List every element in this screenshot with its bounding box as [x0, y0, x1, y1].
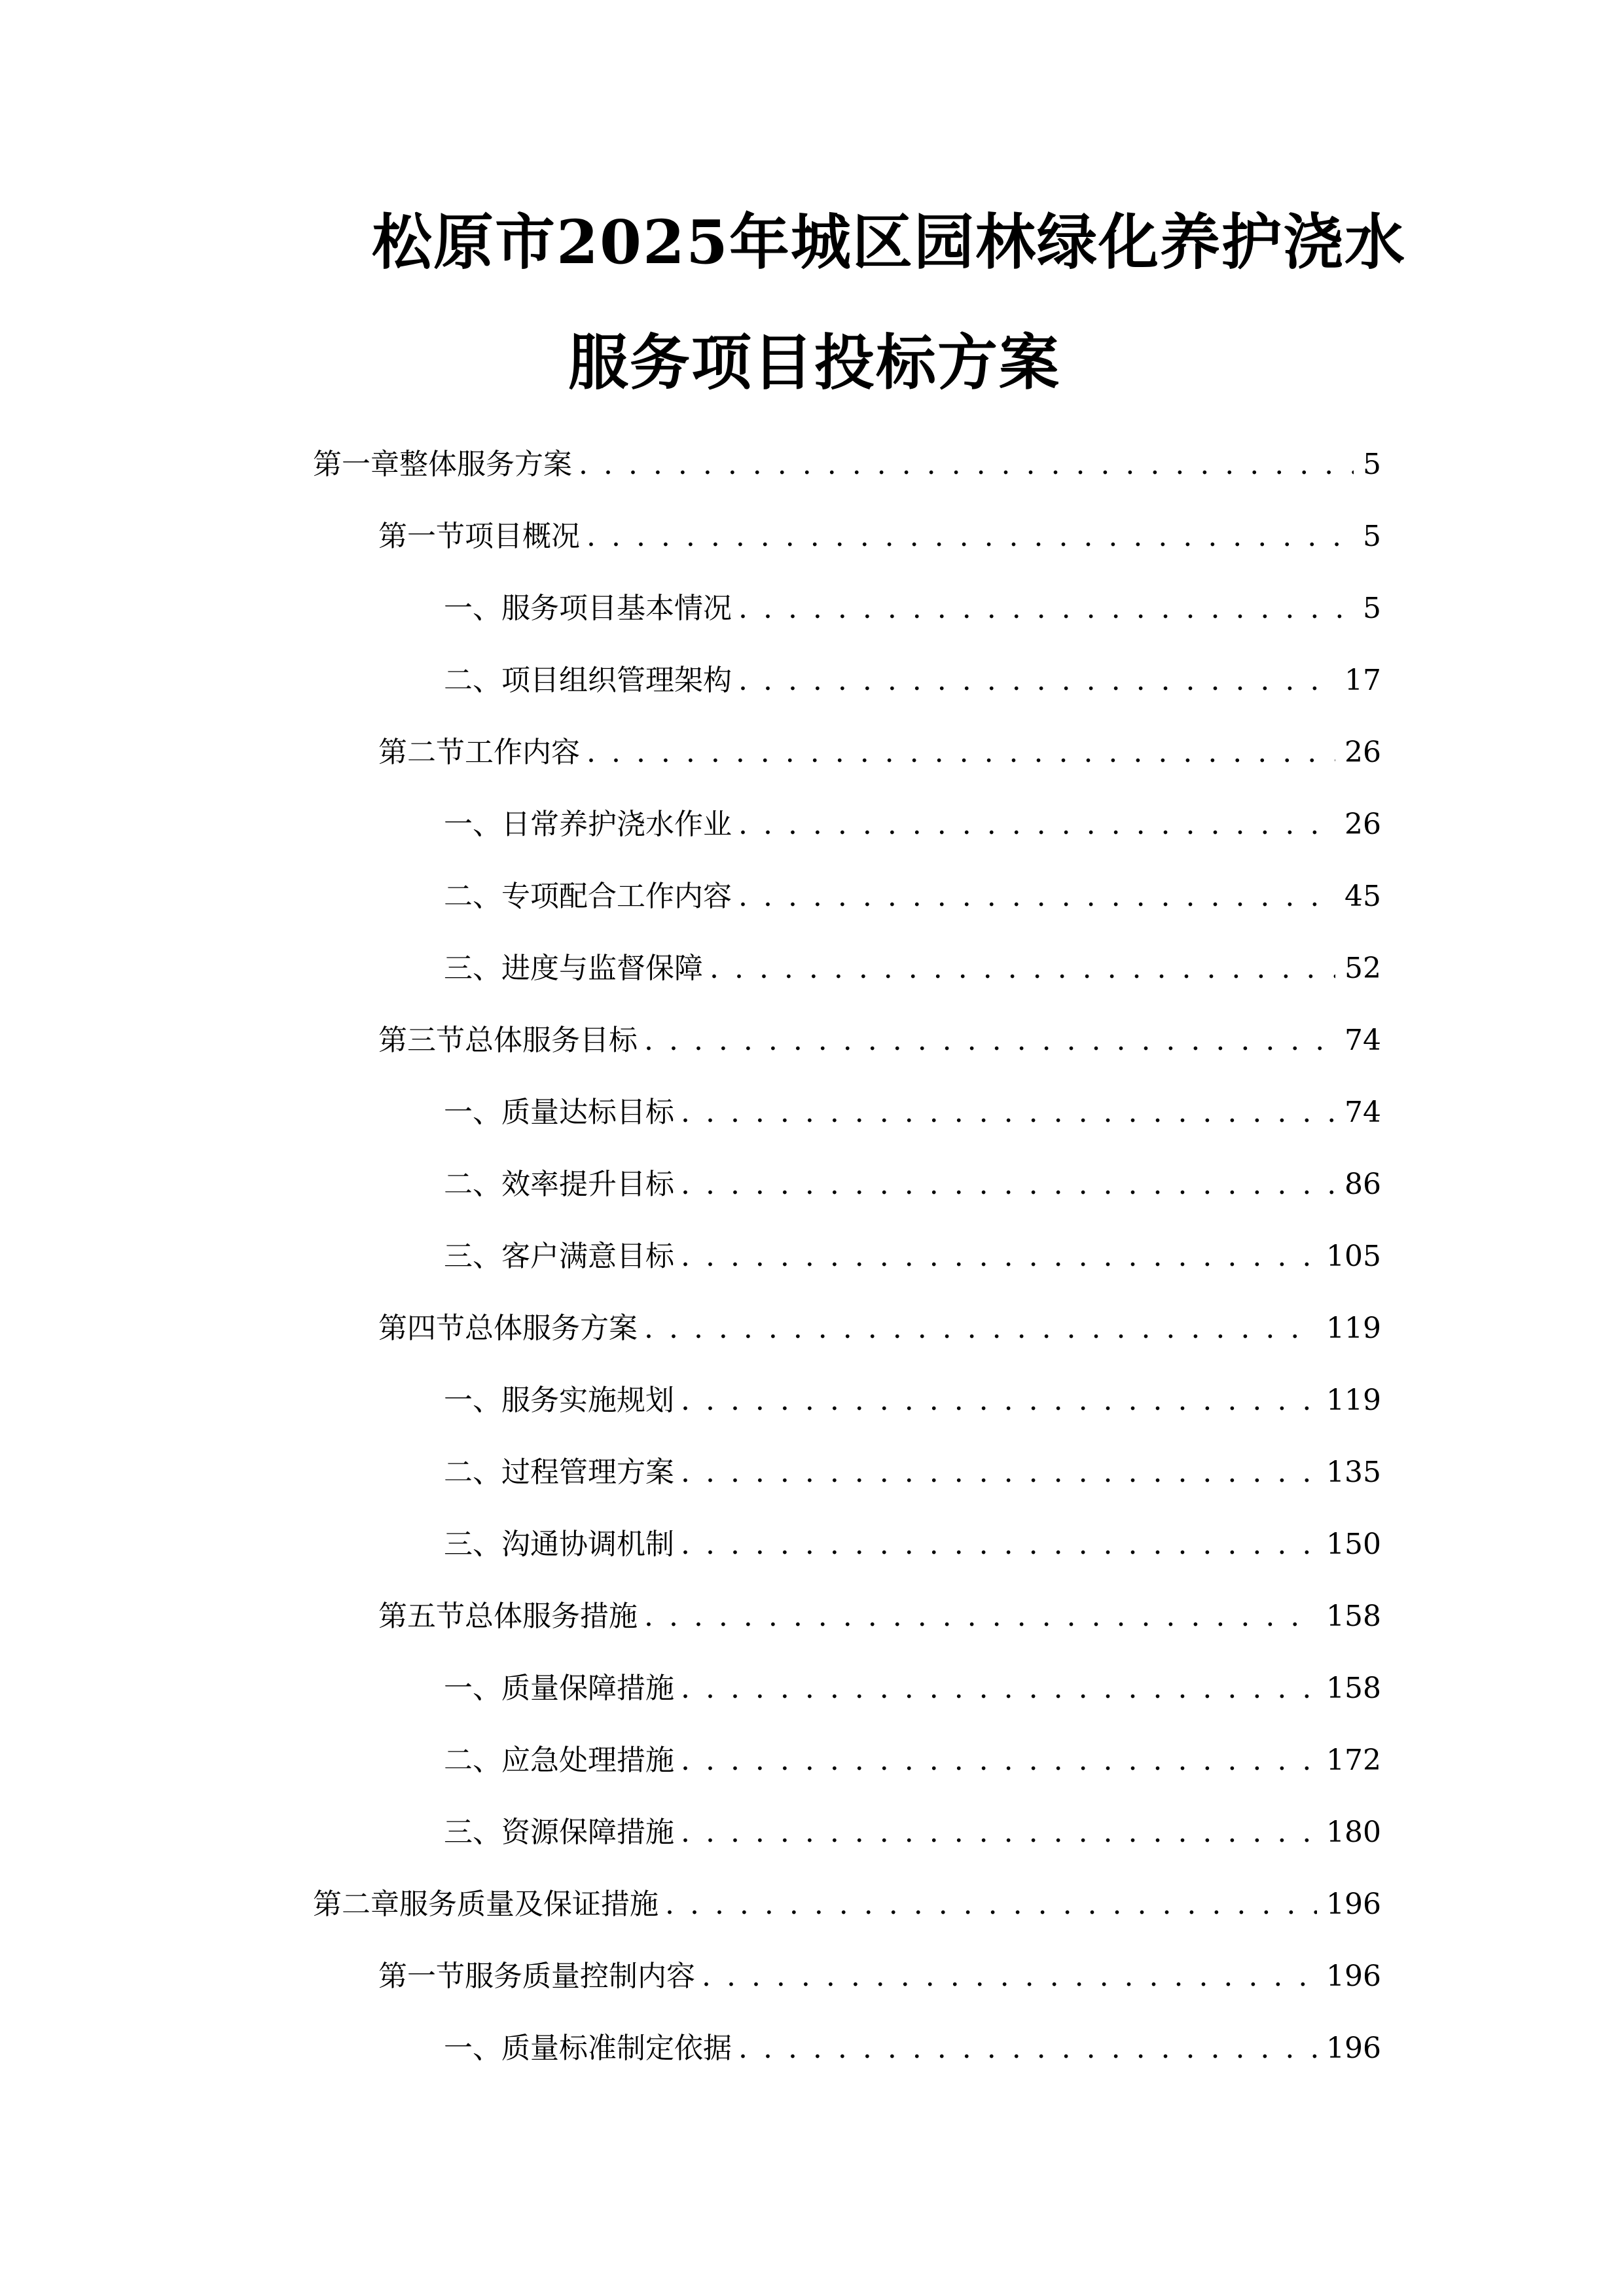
toc-entry-page-number: 26 — [1344, 736, 1381, 769]
toc-entry-number: 一、 — [444, 1384, 501, 1417]
toc-entry-number: 第二节 — [378, 736, 465, 769]
toc-entry-page-number: 105 — [1326, 1240, 1381, 1273]
toc-entry-number: 二、 — [444, 880, 501, 913]
toc-dot-leader — [681, 1453, 1317, 1492]
toc-entry-label: 服务项目基本情况 — [501, 592, 732, 625]
toc-entry-label: 总体服务方案 — [465, 1312, 638, 1345]
toc-dot-leader — [681, 1525, 1317, 1564]
toc-entry-page-number: 45 — [1344, 880, 1381, 913]
toc-entry-number: 第三节 — [378, 1024, 465, 1057]
toc-entry[interactable] — [378, 517, 1381, 556]
toc-dot-leader — [738, 589, 1354, 628]
toc-entry[interactable] — [444, 949, 1381, 988]
toc-entry-number: 第一章 — [313, 448, 399, 481]
toc-entry-page-number: 119 — [1326, 1384, 1381, 1417]
toc-entry-label: 过程管理方案 — [501, 1456, 674, 1489]
toc-entry[interactable] — [444, 1381, 1381, 1420]
toc-entry[interactable] — [444, 1093, 1381, 1132]
toc-entry-label: 专项配合工作内容 — [501, 880, 732, 913]
toc-entry-number: 三、 — [444, 1816, 501, 1849]
toc-dot-leader — [644, 1309, 1317, 1348]
toc-entry-label: 项目概况 — [465, 520, 580, 553]
toc-entry[interactable] — [444, 1669, 1381, 1708]
toc-entry-label: 应急处理措施 — [501, 1744, 674, 1777]
toc-entry-label: 总体服务目标 — [465, 1024, 638, 1057]
toc-entry-page-number: 196 — [1326, 2032, 1381, 2065]
toc-entry-page-number: 196 — [1326, 1960, 1381, 1993]
toc-entry[interactable] — [444, 1165, 1381, 1204]
toc-entry[interactable] — [378, 1597, 1381, 1636]
toc-entry-label: 质量保障措施 — [501, 1672, 674, 1705]
toc-entry[interactable] — [444, 1813, 1381, 1852]
toc-entry-label: 质量标准制定依据 — [501, 2032, 732, 2065]
toc-dot-leader — [738, 661, 1335, 700]
toc-entry-number: 一、 — [444, 592, 501, 625]
toc-entry-page-number: 119 — [1326, 1312, 1381, 1345]
toc-entry-page-number: 196 — [1326, 1888, 1381, 1921]
toc-entry-number: 二、 — [444, 1744, 501, 1777]
toc-entry-number: 三、 — [444, 1240, 501, 1273]
toc-dot-leader — [644, 1021, 1335, 1060]
toc-dot-leader — [644, 1597, 1317, 1636]
toc-entry-page-number: 135 — [1326, 1456, 1381, 1489]
toc-entry-label: 服务实施规划 — [501, 1384, 674, 1417]
toc-entry[interactable] — [444, 877, 1381, 916]
toc-entry[interactable] — [378, 733, 1381, 772]
toc-entry[interactable] — [444, 589, 1381, 628]
toc-entry-label: 进度与监督保障 — [501, 952, 703, 985]
toc-dot-leader — [681, 1741, 1317, 1780]
toc-entry-number: 一、 — [444, 1672, 501, 1705]
toc-entry[interactable] — [444, 1453, 1381, 1492]
toc-entry-number: 第四节 — [378, 1312, 465, 1345]
toc-entry-label: 服务质量及保证措施 — [399, 1888, 659, 1921]
toc-entry-page-number: 52 — [1344, 952, 1381, 985]
toc-entry-page-number: 74 — [1344, 1024, 1381, 1057]
toc-entry-label: 客户满意目标 — [501, 1240, 674, 1273]
toc-entry[interactable] — [313, 445, 1381, 484]
toc-dot-leader — [702, 1957, 1317, 1996]
toc-entry-number: 第五节 — [378, 1600, 465, 1633]
toc-entry[interactable] — [444, 661, 1381, 700]
toc-entry[interactable] — [378, 1309, 1381, 1348]
toc-entry-label: 项目组织管理架构 — [501, 664, 732, 697]
toc-entry[interactable] — [444, 1237, 1381, 1276]
toc-dot-leader — [579, 445, 1354, 484]
toc-dot-leader — [681, 1381, 1317, 1420]
toc-entry-label: 质量达标目标 — [501, 1096, 674, 1129]
toc-entry-label: 日常养护浇水作业 — [501, 808, 732, 841]
toc-entry[interactable] — [444, 1525, 1381, 1564]
toc-entry-number: 一、 — [444, 808, 501, 841]
toc-entry-number: 二、 — [444, 1456, 501, 1489]
toc-entry-page-number: 158 — [1326, 1672, 1381, 1705]
toc-entry-label: 整体服务方案 — [399, 448, 572, 481]
toc-entry-page-number: 5 — [1363, 448, 1381, 481]
toc-dot-leader — [738, 2029, 1317, 2068]
toc-entry-number: 第一节 — [378, 520, 465, 553]
toc-dot-leader — [681, 1669, 1317, 1708]
toc-entry-page-number: 158 — [1326, 1600, 1381, 1633]
toc-entry-label: 服务质量控制内容 — [465, 1960, 695, 1993]
toc-entry-number: 第一节 — [378, 1960, 465, 1993]
toc-entry-number: 一、 — [444, 2032, 501, 2065]
toc-entry[interactable] — [313, 1885, 1381, 1924]
toc-entry-page-number: 5 — [1363, 592, 1381, 625]
toc-entry-page-number: 172 — [1326, 1744, 1381, 1777]
toc-entry[interactable] — [444, 2029, 1381, 2068]
toc-entry-label: 效率提升目标 — [501, 1168, 674, 1201]
toc-entry-page-number: 180 — [1326, 1816, 1381, 1849]
toc-entry-number: 三、 — [444, 1528, 501, 1561]
toc-entry-number: 第二章 — [313, 1888, 399, 1921]
toc-dot-leader — [681, 1165, 1335, 1204]
toc-entry-page-number: 17 — [1344, 664, 1381, 697]
toc-entry-page-number: 74 — [1344, 1096, 1381, 1129]
toc-entry[interactable] — [378, 1021, 1381, 1060]
toc-dot-leader — [738, 877, 1335, 916]
toc-dot-leader — [665, 1885, 1317, 1924]
document-title-line-1: 松原市2025年城区园林绿化养护浇水 — [372, 207, 1407, 278]
toc-entry[interactable] — [378, 1957, 1381, 1996]
toc-dot-leader — [710, 949, 1335, 988]
toc-dot-leader — [586, 517, 1354, 556]
toc-entry-page-number: 150 — [1326, 1528, 1381, 1561]
toc-entry-page-number: 5 — [1363, 520, 1381, 553]
toc-entry[interactable] — [444, 805, 1381, 844]
toc-dot-leader — [681, 1093, 1335, 1132]
toc-dot-leader — [681, 1813, 1317, 1852]
toc-entry-label: 沟通协调机制 — [501, 1528, 674, 1561]
toc-entry-label: 总体服务措施 — [465, 1600, 638, 1633]
document-title-line-2: 服务项目投标方案 — [568, 327, 1061, 398]
toc-entry[interactable] — [444, 1741, 1381, 1780]
toc-entry-page-number: 26 — [1344, 808, 1381, 841]
toc-dot-leader — [738, 805, 1335, 844]
toc-dot-leader — [681, 1237, 1317, 1276]
toc-entry-number: 二、 — [444, 664, 501, 697]
toc-entry-label: 工作内容 — [465, 736, 580, 769]
toc-entry-page-number: 86 — [1344, 1168, 1381, 1201]
toc-entry-number: 三、 — [444, 952, 501, 985]
toc-entry-number: 一、 — [444, 1096, 501, 1129]
toc-entry-number: 二、 — [444, 1168, 501, 1201]
toc-entry-label: 资源保障措施 — [501, 1816, 674, 1849]
toc-dot-leader — [586, 733, 1335, 772]
